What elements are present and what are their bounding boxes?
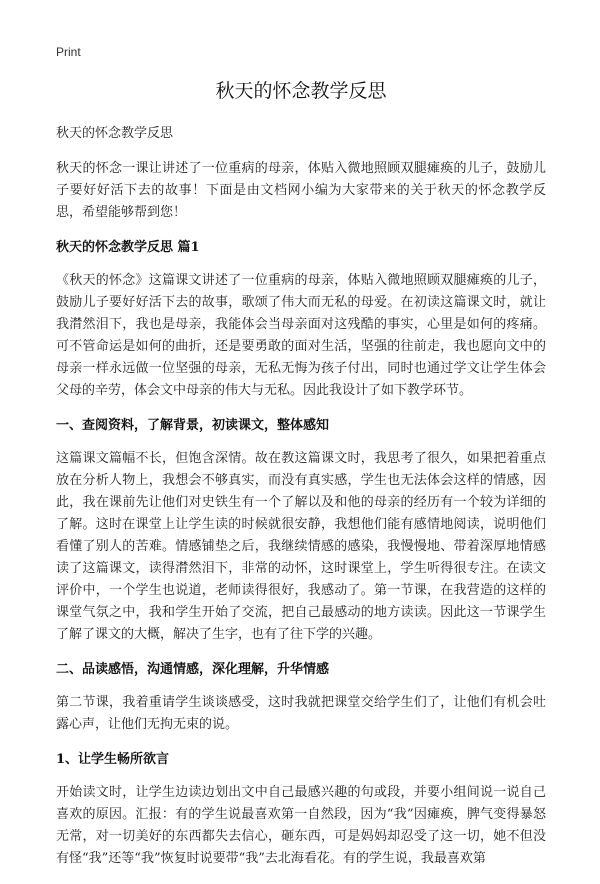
heading-substep-1: 1、让学生畅所欲言: [56, 752, 170, 767]
section-paragraph: 《秋天的怀念》这篇课文讲述了一位重病的母亲，体贴入微地照顾双腿瘫痪的儿子，鼓励儿子要好好活下去的故事，歌颂了伟大而无私的母爱。在初读这篇课文时，就让我潸然泪下，我也是母亲，我能体会当母亲面对这残酷的事实，心里是如何的疼痛。可不管命运是如何的曲折，还是要勇敢的面对生活，坚强的往前走，我也愿向文中的母亲一样永远做一位坚强的母亲，无私无悔为孩子付出，同时也通过学文让学生体会父母的辛劳，体会文中母亲的伟大与无私。因此我设计了如下教学环节。: [56, 273, 546, 398]
section-heading: 秋天的怀念教学反思 篇1: [56, 240, 200, 255]
page-title: 秋天的怀念教学反思: [215, 80, 387, 102]
paragraph-step-1: 这篇课文篇幅不长，但饱含深情。故在教这篇课文时，我思考了很久，如果把着重点放在分析人物上，我想会不够真实，而没有真实感，学生也无法体会这样的情感，因此，我在课前先让他们对史铁生有一个了解以及和他的母亲的经历有一个较为详细的了解。这时在课堂上让学生读的时候就很安静，我想他们能有感情地阅读，说明他们看懂了别人的苦难。情感铺垫之后，我继续情感的感染，我慢慢地、带着深厚地情感读了这篇课文，读得潸然泪下，非常的动怀，这时课堂上，学生听得很专注。在读文评价中，一个学生也说道，老师读得很好，我感动了。第一节课，在我营造的这样的课堂气氛之中，我和学生开始了交流，把自己最感动的地方读读。因此这一节课学生了解了课文的大概，解决了生字，也有了往下学的兴趣。: [56, 451, 546, 642]
paragraph-step-2: 第二节课，我着重请学生谈谈感受，这时我就把课堂交给学生们了，让他们有机会吐露心声，让他们无拘无束的说。: [56, 695, 546, 732]
heading-step-2: 二、品读感悟，沟通情感，深化理解，升华情感: [56, 662, 330, 677]
paragraph-substep-1: 开始读文时，让学生边读边划出文中自己最感兴趣的句或段，并要小组间说一说自己喜欢的原因。汇报：有的学生说最喜欢第一自然段，因为“我”因瘫痪，脾气变得暴怒无常，对一切美好的东西都失去信心，砸东西，可是妈妈却忍受了这一切，她不但没有怪“我”还等“我”恢复时说要带“我”去北海看花。有的学生说，我最喜欢第: [56, 785, 546, 866]
heading-step-1: 一、查阅资料，了解背景，初读课文，整体感知: [56, 418, 330, 433]
intro-paragraph: 秋天的怀念一课让讲述了一位重病的母亲，体贴入微地照顾双腿瘫痪的儿子，鼓励儿子要好好活下去的故事！下面是由文档网小编为大家带来的关于秋天的怀念教学反思，希望能够帮到您！: [56, 161, 546, 220]
document-subtitle: 秋天的怀念教学反思: [56, 126, 174, 141]
print-link[interactable]: Print: [56, 45, 81, 59]
document-page: [56, 78, 546, 884]
